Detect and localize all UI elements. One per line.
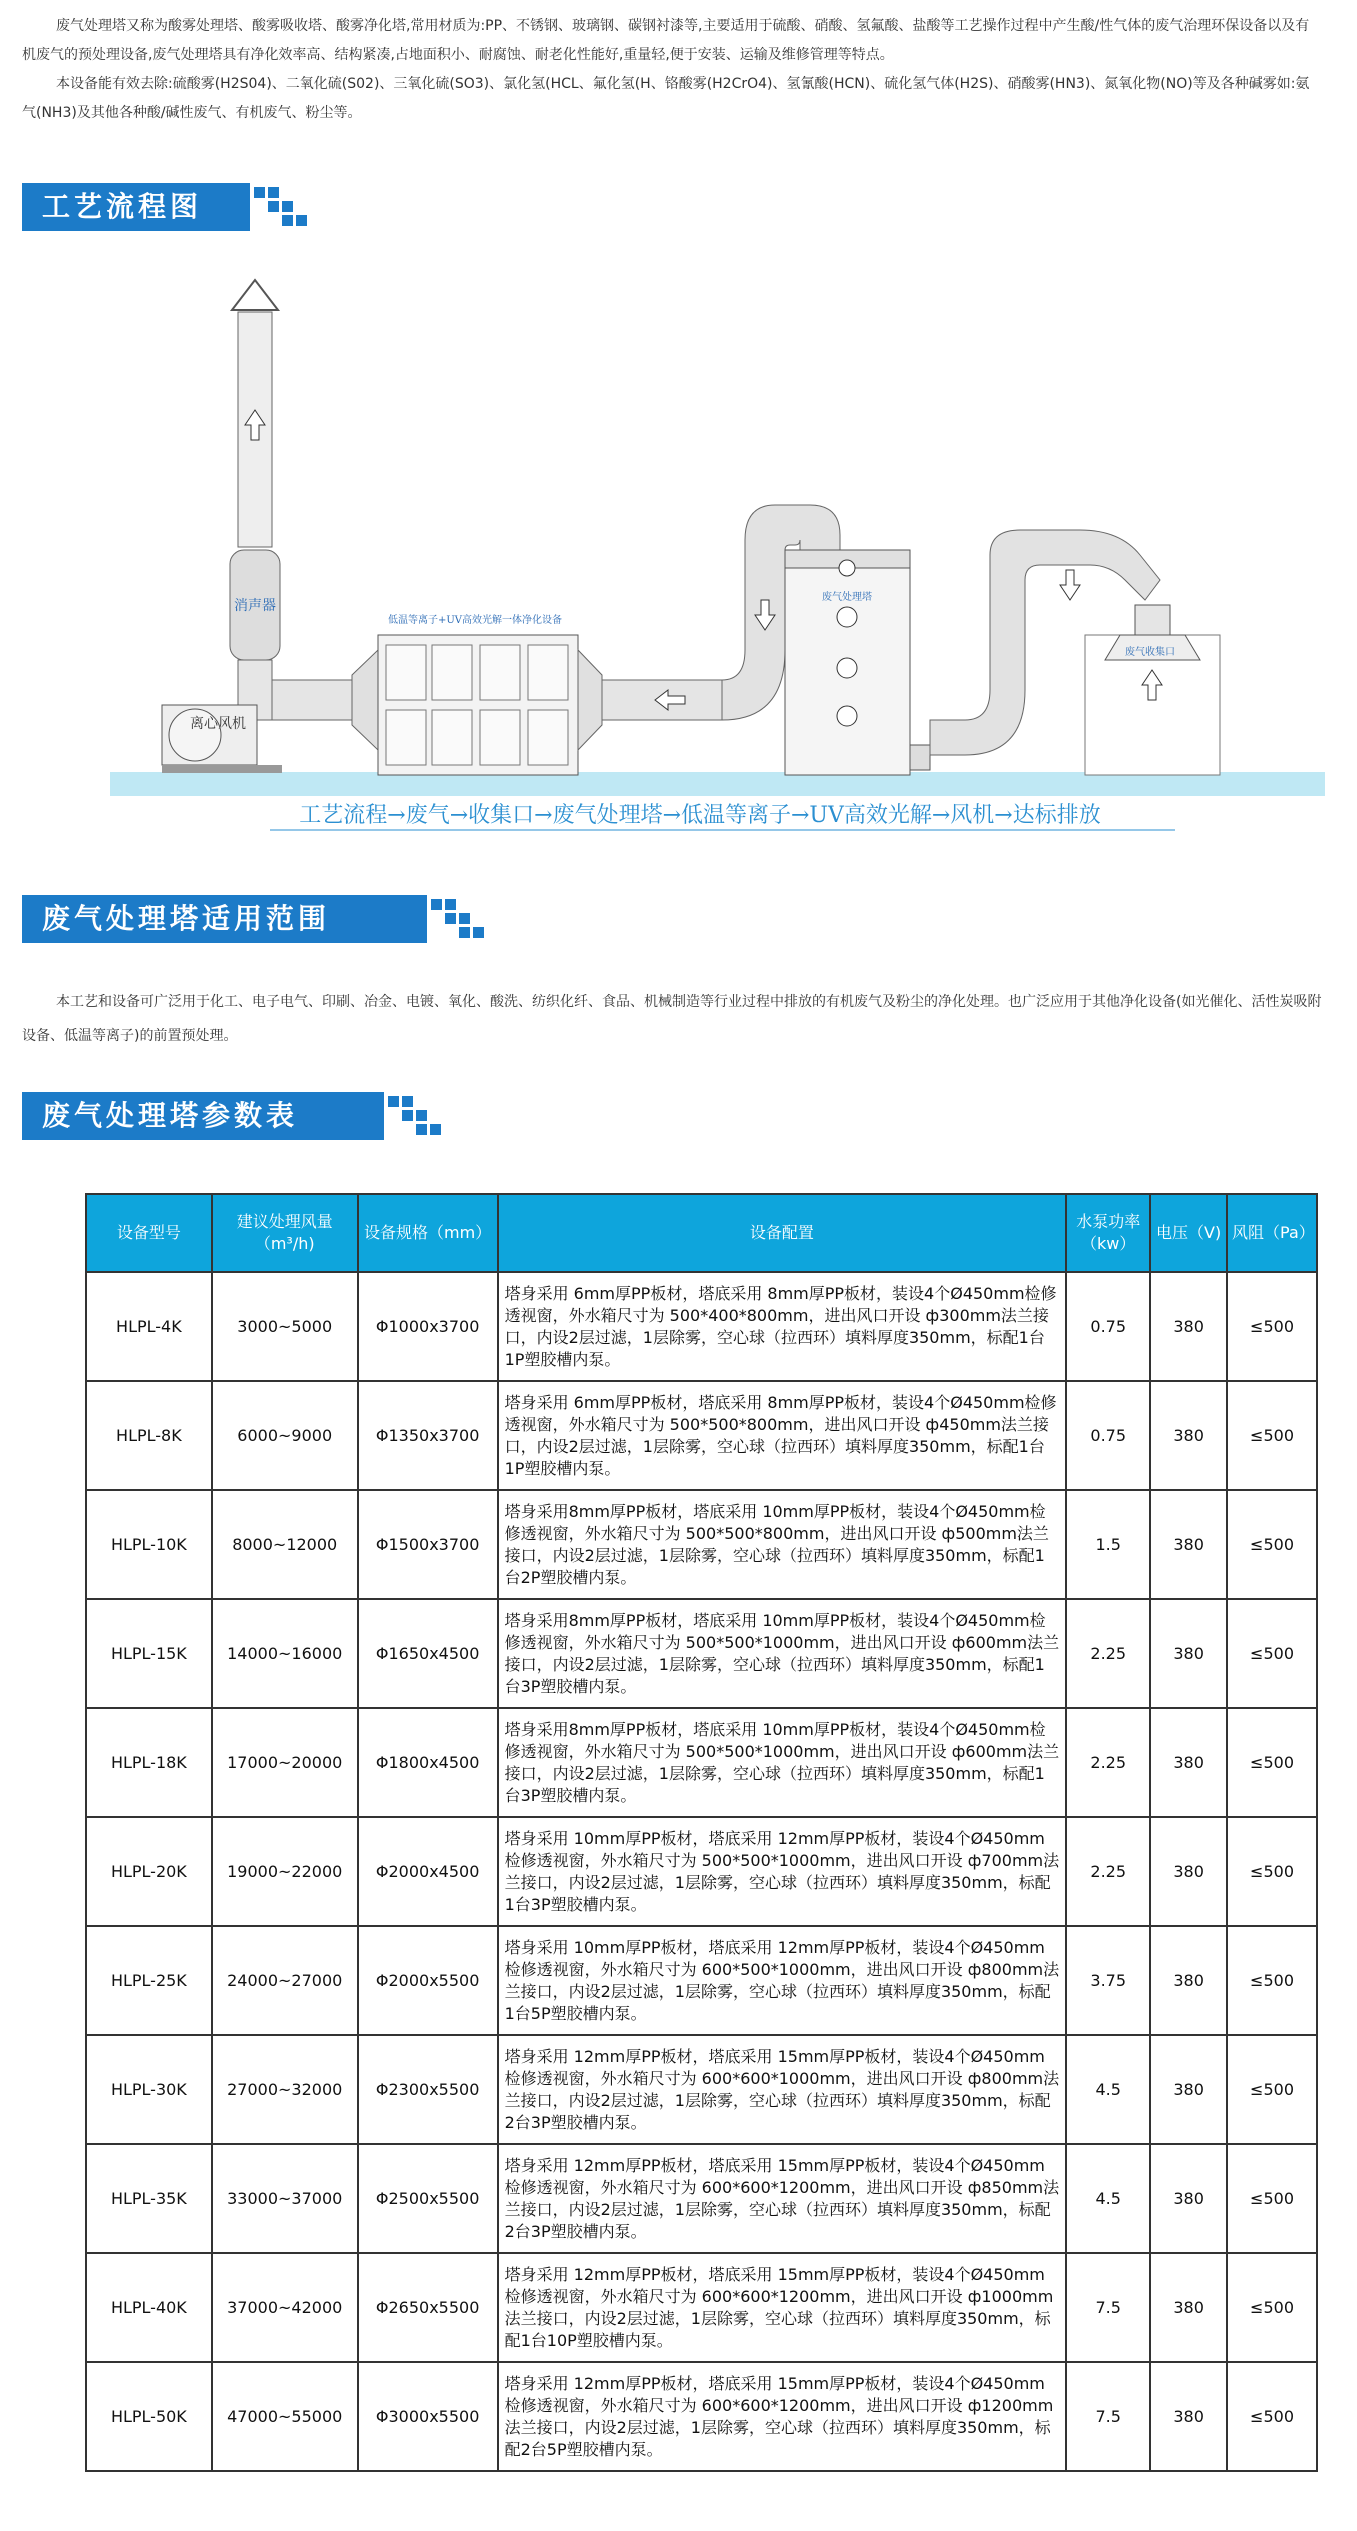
table-row: [86, 1381, 1317, 1490]
tower-label: 废气处理塔: [822, 592, 872, 603]
cell-pump-power: 2.25: [1066, 1708, 1150, 1817]
cell-voltage: 380: [1150, 1599, 1227, 1708]
header-model: 设备型号: [86, 1194, 212, 1272]
cell-resistance: ≤500: [1227, 2253, 1317, 2362]
cell-spec: Φ2000x4500: [358, 1817, 498, 1926]
cell-pump-power: 1.5: [1066, 1490, 1150, 1599]
cell-config: 塔身采用 6mm厚PP板材，塔底采用 8mm厚PP板材，装设4个Ø450mm检修透视窗，外水箱尺寸为 500*500*800mm，进出风口开设 ф450mm法兰接口，内设2层过滤，1层除雾，空心球（拉西环）填料厚度350mm，标配1台1P塑胶槽内泵。: [498, 1381, 1067, 1490]
cell-resistance: ≤500: [1227, 1926, 1317, 2035]
header-spec: 设备规格（mm）: [358, 1194, 498, 1272]
table-row: [86, 1926, 1317, 2035]
cell-airflow: 17000~20000: [212, 1708, 358, 1817]
cell-airflow: 27000~32000: [212, 2035, 358, 2144]
cell-voltage: 380: [1150, 1490, 1227, 1599]
table-header-row: [86, 1194, 1317, 1272]
intro-text: [22, 12, 1322, 128]
cell-model: HLPL-8K: [86, 1381, 212, 1490]
cell-pump-power: 0.75: [1066, 1272, 1150, 1381]
cell-voltage: 380: [1150, 1926, 1227, 2035]
header-config: 设备配置: [498, 1194, 1067, 1272]
header-voltage: 电压（V): [1150, 1194, 1227, 1272]
cell-model: HLPL-20K: [86, 1817, 212, 1926]
cell-airflow: 8000~12000: [212, 1490, 358, 1599]
cell-pump-power: 2.25: [1066, 1817, 1150, 1926]
cell-spec: Φ3000x5500: [358, 2362, 498, 2471]
table-row: [86, 2253, 1317, 2362]
cell-model: HLPL-18K: [86, 1708, 212, 1817]
scope-paragraph: 本工艺和设备可广泛用于化工、电子电气、印刷、冶金、电镀、氧化、酸洗、纺织化纤、食品、机械制造等行业过程中排放的有机废气及粉尘的净化处理。也广泛应用于其他净化设备(如光催化、活性炭吸附设备、低温等离子)的前置预处理。: [22, 994, 1322, 1044]
cell-pump-power: 2.25: [1066, 1599, 1150, 1708]
cell-spec: Φ1000x3700: [358, 1272, 498, 1381]
cell-airflow: 3000~5000: [212, 1272, 358, 1381]
cell-airflow: 6000~9000: [212, 1381, 358, 1490]
cell-config: 塔身采用 12mm厚PP板材，塔底采用 15mm厚PP板材，装设4个Ø450mm检修透视窗，外水箱尺寸为 600*600*1200mm，进出风口开设 ф1200mm法兰接口，内设2层过滤，1层除雾，空心球（拉西环）填料厚度350mm，标配2台5P塑胶槽内泵。: [498, 2362, 1067, 2471]
cell-spec: Φ1650x4500: [358, 1599, 498, 1708]
cell-config: 塔身采用 12mm厚PP板材，塔底采用 15mm厚PP板材，装设4个Ø450mm检修透视窗，外水箱尺寸为 600*600*1000mm，进出风口开设 ф800mm法兰接口，内设2层过滤，1层除雾，空心球（拉西环）填料厚度350mm，标配2台3P塑胶槽内泵。: [498, 2035, 1067, 2144]
cell-pump-power: 4.5: [1066, 2144, 1150, 2253]
cell-config: 塔身采用 10mm厚PP板材，塔底采用 12mm厚PP板材，装设4个Ø450mm检修透视窗，外水箱尺寸为 600*500*1000mm，进出风口开设 ф800mm法兰接口，内设2层过滤，1层除雾，空心球（拉西环）填料厚度350mm，标配1台5P塑胶槽内泵。: [498, 1926, 1067, 2035]
cell-voltage: 380: [1150, 1272, 1227, 1381]
cell-airflow: 33000~37000: [212, 2144, 358, 2253]
cell-config: 塔身采用8mm厚PP板材，塔底采用 10mm厚PP板材，装设4个Ø450mm检修透视窗，外水箱尺寸为 500*500*1000mm，进出风口开设 ф600mm法兰接口，内设2层过滤，1层除雾，空心球（拉西环）填料厚度350mm，标配1台3P塑胶槽内泵。: [498, 1599, 1067, 1708]
cell-pump-power: 7.5: [1066, 2253, 1150, 2362]
process-diagram: [0, 250, 1357, 865]
cell-resistance: ≤500: [1227, 1490, 1317, 1599]
cell-spec: Φ2650x5500: [358, 2253, 498, 2362]
silencer-label: 消声器: [234, 598, 276, 614]
cell-voltage: 380: [1150, 1708, 1227, 1817]
cell-config: 塔身采用 12mm厚PP板材，塔底采用 15mm厚PP板材，装设4个Ø450mm检修透视窗，外水箱尺寸为 600*600*1200mm，进出风口开设 ф1000mm法兰接口，内设2层过滤，1层除雾，空心球（拉西环）填料厚度350mm，标配1台10P塑胶槽内泵。: [498, 2253, 1067, 2362]
cell-config: 塔身采用8mm厚PP板材，塔底采用 10mm厚PP板材，装设4个Ø450mm检修透视窗，外水箱尺寸为 500*500*1000mm，进出风口开设 ф600mm法兰接口，内设2层过滤，1层除雾，空心球（拉西环）填料厚度350mm，标配1台3P塑胶槽内泵。: [498, 1708, 1067, 1817]
cell-voltage: 380: [1150, 1817, 1227, 1926]
cell-model: HLPL-30K: [86, 2035, 212, 2144]
cell-resistance: ≤500: [1227, 1381, 1317, 1490]
params-table: [85, 1193, 1318, 2472]
ground-strip: [110, 772, 1325, 796]
cell-model: HLPL-10K: [86, 1490, 212, 1599]
cell-model: HLPL-25K: [86, 1926, 212, 2035]
table-row: [86, 1599, 1317, 1708]
cell-voltage: 380: [1150, 2253, 1227, 2362]
uv-unit-label: 低温等离子+UV高效光解一体净化设备: [387, 615, 563, 626]
scope-section-title: 废气处理塔适用范围: [22, 895, 427, 943]
scope-section-banner: [22, 895, 502, 943]
cell-resistance: ≤500: [1227, 2144, 1317, 2253]
chimney-cap: [232, 280, 278, 310]
table-row: [86, 1272, 1317, 1381]
cell-pump-power: 0.75: [1066, 1381, 1150, 1490]
intro-paragraph-1: 废气处理塔又称为酸雾处理塔、酸雾吸收塔、酸雾净化塔,常用材质为:PP、不锈钢、玻璃钢、碳钢衬漆等,主要适用于硫酸、硝酸、氢氟酸、盐酸等工艺操作过程中产生酸/性气体的废气治理环保设备以及有机废气的预处理设备,废气处理塔具有净化效率高、结构紧凑,占地面积小、耐腐蚀、耐老化性能好,重量轻,便于安装、运输及维修管理等特点。: [22, 18, 1310, 63]
fan-label: 离心风机: [190, 716, 246, 732]
process-section-title: 工艺流程图: [22, 183, 250, 231]
cell-resistance: ≤500: [1227, 1599, 1317, 1708]
process-flow-text: 工艺流程→废气→收集口→废气处理塔→低温等离子→UV高效光解→风机→达标排放: [299, 803, 1101, 828]
cell-model: HLPL-15K: [86, 1599, 212, 1708]
cell-voltage: 380: [1150, 2035, 1227, 2144]
params-section-title: 废气处理塔参数表: [22, 1092, 384, 1140]
params-table-body: [86, 1272, 1317, 2471]
process-section-banner: [22, 183, 312, 231]
cell-resistance: ≤500: [1227, 1272, 1317, 1381]
table-row: [86, 2035, 1317, 2144]
header-airflow: 建议处理风量（m³/h): [212, 1194, 358, 1272]
scope-text: [22, 985, 1322, 1053]
cell-airflow: 14000~16000: [212, 1599, 358, 1708]
cell-config: 塔身采用 10mm厚PP板材，塔底采用 12mm厚PP板材，装设4个Ø450mm检修透视窗，外水箱尺寸为 500*500*1000mm，进出风口开设 ф700mm法兰接口，内设2层过滤，1层除雾，空心球（拉西环）填料厚度350mm，标配1台3P塑胶槽内泵。: [498, 1817, 1067, 1926]
cell-airflow: 47000~55000: [212, 2362, 358, 2471]
cell-voltage: 380: [1150, 2362, 1227, 2471]
cell-spec: Φ2300x5500: [358, 2035, 498, 2144]
cell-airflow: 37000~42000: [212, 2253, 358, 2362]
cell-airflow: 19000~22000: [212, 1817, 358, 1926]
cell-pump-power: 3.75: [1066, 1926, 1150, 2035]
cell-resistance: ≤500: [1227, 1708, 1317, 1817]
table-row: [86, 1490, 1317, 1599]
header-pump-power: 水泵功率（kw）: [1066, 1194, 1150, 1272]
cell-config: 塔身采用8mm厚PP板材，塔底采用 10mm厚PP板材，装设4个Ø450mm检修透视窗，外水箱尺寸为 500*500*800mm，进出风口开设 ф500mm法兰接口，内设2层过滤，1层除雾，空心球（拉西环）填料厚度350mm，标配1台2P塑胶槽内泵。: [498, 1490, 1067, 1599]
cell-voltage: 380: [1150, 2144, 1227, 2253]
cell-pump-power: 4.5: [1066, 2035, 1150, 2144]
collector-label: 废气收集口: [1125, 647, 1175, 658]
cell-config: 塔身采用 12mm厚PP板材，塔底采用 15mm厚PP板材，装设4个Ø450mm检修透视窗，外水箱尺寸为 600*600*1200mm，进出风口开设 ф850mm法兰接口，内设2层过滤，1层除雾，空心球（拉西环）填料厚度350mm，标配2台3P塑胶槽内泵。: [498, 2144, 1067, 2253]
table-row: [86, 1708, 1317, 1817]
cell-spec: Φ1500x3700: [358, 1490, 498, 1599]
cell-model: HLPL-50K: [86, 2362, 212, 2471]
header-resistance: 风阻（Pa）: [1227, 1194, 1317, 1272]
cell-voltage: 380: [1150, 1381, 1227, 1490]
down-arrow-2-icon: [1060, 570, 1080, 600]
cell-model: HLPL-35K: [86, 2144, 212, 2253]
cell-airflow: 24000~27000: [212, 1926, 358, 2035]
intro-paragraph-2: 本设备能有效去除:硫酸雾(H2S04)、二氧化硫(S02)、三氧化硫(SO3)、氯化氢(HCL、氟化氢(H、铬酸雾(H2CrO4)、氢氰酸(HCN)、硫化氢气体(H2S)、硝酸雾(HN3)、氮氧化物(NO)等及各种碱雾如:氨气(NH3)及其他各种酸/碱性废气、有机废气、粉尘等。: [22, 76, 1310, 121]
table-row: [86, 2144, 1317, 2253]
cell-resistance: ≤500: [1227, 2035, 1317, 2144]
cell-spec: Φ1350x3700: [358, 1381, 498, 1490]
cell-config: 塔身采用 6mm厚PP板材，塔底采用 8mm厚PP板材，装设4个Ø450mm检修透视窗，外水箱尺寸为 500*400*800mm，进出风口开设 ф300mm法兰接口，内设2层过滤，1层除雾，空心球（拉西环）填料厚度350mm，标配1台1P塑胶槽内泵。: [498, 1272, 1067, 1381]
table-row: [86, 1817, 1317, 1926]
cell-resistance: ≤500: [1227, 1817, 1317, 1926]
cell-resistance: ≤500: [1227, 2362, 1317, 2471]
cell-model: HLPL-4K: [86, 1272, 212, 1381]
params-section-banner: [22, 1092, 462, 1140]
cell-spec: Φ1800x4500: [358, 1708, 498, 1817]
table-row: [86, 2362, 1317, 2471]
cell-model: HLPL-40K: [86, 2253, 212, 2362]
cell-spec: Φ2000x5500: [358, 1926, 498, 2035]
cell-pump-power: 7.5: [1066, 2362, 1150, 2471]
cell-spec: Φ2500x5500: [358, 2144, 498, 2253]
